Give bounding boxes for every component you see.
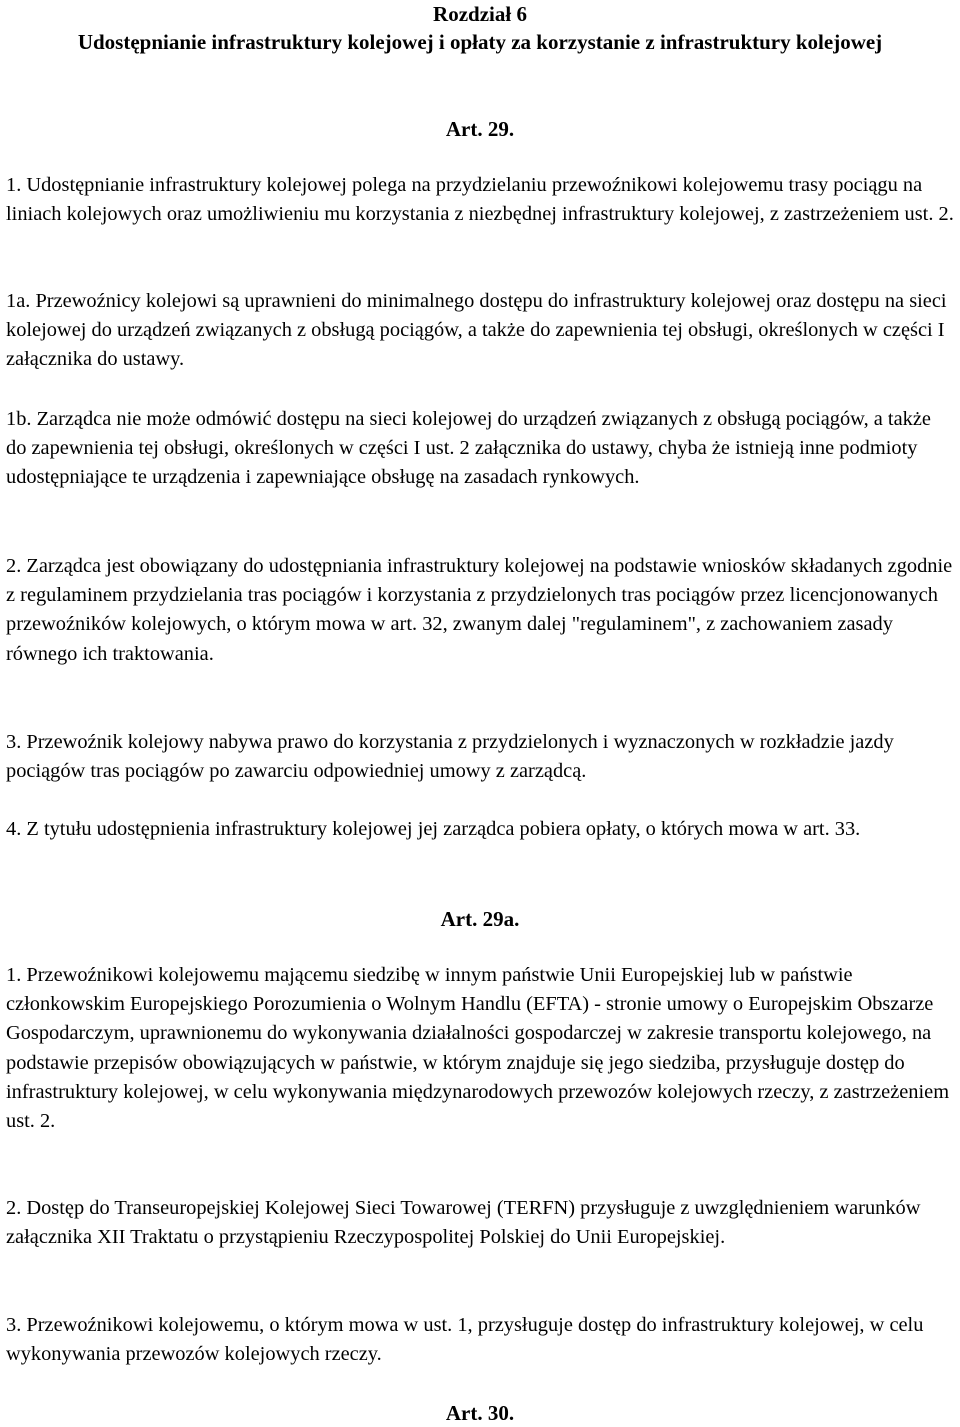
paragraph: 3. Przewoźnik kolejowy nabywa prawo do korzystania z przydzielonych i wyznaczonych w rozkładzie jazdy pociągów tras pociągów po zawarciu odpowiedniej umowy z zarządcą. [6,731,894,783]
chapter-title: Udostępnianie infrastruktury kolejowej i opłaty za korzystanie z infrastruktury kolejowej [77,30,883,54]
paragraph: 3. Przewoźnikowi kolejowemu, o którym mowa w ust. 1, przysługuje dostęp do infrastruktury kolejowej, w celu wykonywania przewozów kolejowych rzeczy. [6,1314,924,1366]
paragraph: 1a. Przewoźnicy kolejowi są uprawnieni do minimalnego dostępu do infrastruktury kolejowej oraz dostępu na sieci kolejowej do urządzeń związanych z obsługą pociągów, a także do zapewnienia tej obsługi, określonych w części I załącznika do ustawy. [6,290,947,371]
paragraph: 1. Przewoźnikowi kolejowemu mającemu siedzibę w innym państwie Unii Europejskiej lub w państwie członkowskim Europejskiego Porozumienia o Wolnym Handlu (EFTA) - stronie umowy o Europejskim Obszarze Gospodarczym, uprawnionemu do wykonywania działalności gospodarczej w zakresie transportu kolejowego, na podstawie przepisów obowiązujących w państwie, w którym znajduje się jego siedziba, przysługuje dostęp do infrastruktury kolejowej, w celu wykonywania międzynarodowych przewozów kolejowych rzeczy, z zastrzeżeniem ust. 2. [6,964,950,1133]
article-heading: Art. 29a. [440,907,520,931]
paragraph: 1b. Zarządca nie może odmówić dostępu na sieci kolejowej do urządzeń związanych z obsługą pociągów, a także do zapewnienia tej obsługi, określonych w części I ust. 2 załącznika do ustawy, chyba że istnieją inne podmioty udostępniające te urządzenia i zapewniające obsługę na zasadach rynkowych. [6,408,931,489]
paragraph: 4. Z tytułu udostępnienia infrastruktury kolejowej jej zarządca pobiera opłaty, o których mowa w art. 33. [6,818,861,840]
paragraph: 2. Dostęp do Transeuropejskiej Kolejowej Sieci Towarowej (TERFN) przysługuje z uwzględnieniem warunków załącznika XII Traktatu o przystąpieniu Rzeczypospolitej Polskiej do Unii Europejskiej. [6,1197,921,1249]
article-heading: Art. 30. [445,1401,515,1425]
chapter-number: Rozdział 6 [433,2,527,26]
paragraph: 1. Udostępnianie infrastruktury kolejowej polega na przydzielaniu przewoźnikowi kolejowemu trasy pociągu na liniach kolejowych oraz umożliwieniu mu korzystania z niezbędnej infrastruktury kolejowej, z zastrzeżeniem ust. 2. [6,174,954,226]
article-heading: Art. 29. [445,117,515,141]
paragraph: 2. Zarządca jest obowiązany do udostępniania infrastruktury kolejowej na podstawie wniosków składanych zgodnie z regulaminem przydzielania tras pociągów i korzystania z przydzielonych tras pociągów przez licencjonowanych przewoźników kolejowych, o którym mowa w art. 32, zwanym dalej "regulaminem", z zachowaniem zasady równego ich traktowania. [6,555,953,665]
